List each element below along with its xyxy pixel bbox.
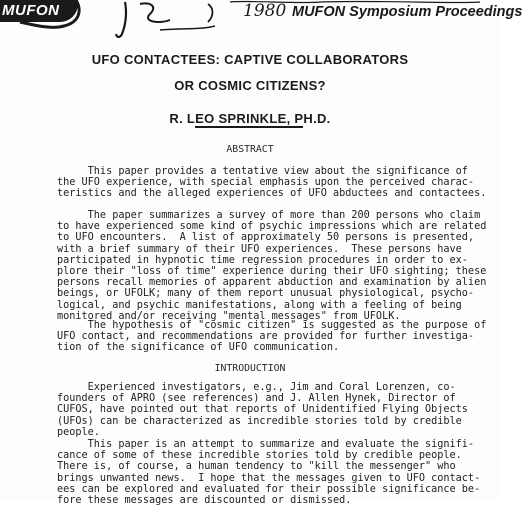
text-line: brings unwanted news. I hope that the messages given to UFO contact-	[57, 472, 481, 484]
text-line: Experienced investigators, e.g., Jim and Coral Lorenzen, co-	[57, 382, 456, 393]
text-line: The hypothesis of "cosmic citizen" is suggested as the purpose of	[57, 320, 487, 331]
text-line: persons recall memories of apparent abduction and examination by alien	[57, 277, 487, 289]
paper-title-line-2: OR COSMIC CITIZENS?	[174, 78, 326, 93]
introduction-heading: INTRODUCTION	[214, 363, 286, 374]
text-line: The paper summarizes a survey of more than 200 persons who claim	[57, 210, 481, 221]
abstract-paragraph-3	[57, 320, 497, 354]
text-line: logical, and psychic manifestations, along with a feeling of being	[57, 299, 462, 311]
abstract-heading: ABSTRACT	[226, 144, 274, 155]
text-line: the UFO experience, with special emphasis upon the perceived charac-	[57, 177, 475, 189]
introduction-paragraph-2	[57, 439, 497, 506]
text-line: people.	[57, 426, 100, 438]
text-line: CUFOS, have pointed out that reports of Unidentified Flying Objects	[57, 404, 468, 416]
mufon-logo-text: MUFON	[2, 2, 60, 19]
text-line: fore these messages are discounted or dismissed.	[57, 494, 352, 506]
text-line: This paper is an attempt to summarize and evaluate the signifi-	[57, 439, 475, 450]
introduction-paragraph-1	[57, 382, 497, 438]
text-line: with a brief summary of their UFO experiences. These persons have	[57, 243, 462, 255]
text-line: plore their "loss of time" experience during their UFO sighting; these	[57, 265, 487, 277]
text-line: to have experienced some kind of psychic impressions which are related	[57, 221, 487, 233]
text-line: UFO contact, and recommendations are provided for further investiga-	[57, 331, 475, 343]
text-line: monitored and/or receiving "mental messages" from UFOLK.	[57, 310, 401, 322]
author-underline	[195, 126, 303, 128]
proceedings-header	[0, 0, 522, 40]
text-line: This paper provides a tentative view about the significance of	[57, 166, 468, 177]
header-year: 1980	[243, 1, 287, 21]
paper-title-line-1: UFO CONTACTEES: CAPTIVE COLLABORATORS	[91, 52, 409, 67]
text-line: teristics and the alleged experiences of UFO abductees and contactees.	[57, 188, 487, 200]
abstract-paragraph-2	[57, 210, 497, 322]
text-line: beings, or UFOLK; many of them report unusual physiological, psycho-	[57, 288, 475, 300]
abstract-paragraph-1	[57, 166, 497, 200]
text-line: cance of some of these incredible stories told by credible people.	[57, 450, 462, 462]
text-line: There is, of course, a human tendency to "kill the messenger" who	[57, 461, 456, 473]
text-line: tion of the significance of UFO communication.	[57, 342, 340, 354]
header-title: MUFON Symposium Proceedings	[292, 4, 522, 20]
paper-author: R. LEO SPRINKLE, PH.D.	[169, 111, 331, 126]
text-line: ees can be explored and evaluated for their possible significance be-	[57, 483, 481, 495]
text-line: founders of APRO (see references) and J. Allen Hynek, Director of	[57, 393, 456, 405]
text-line: to UFO encounters. A list of approximately 50 persons is presented,	[57, 232, 475, 244]
text-line: (UFOs) can be characterized as incredible stories told by credible	[57, 415, 462, 427]
text-line: participated in hypnotic time regression procedures in order to ex-	[57, 254, 468, 266]
